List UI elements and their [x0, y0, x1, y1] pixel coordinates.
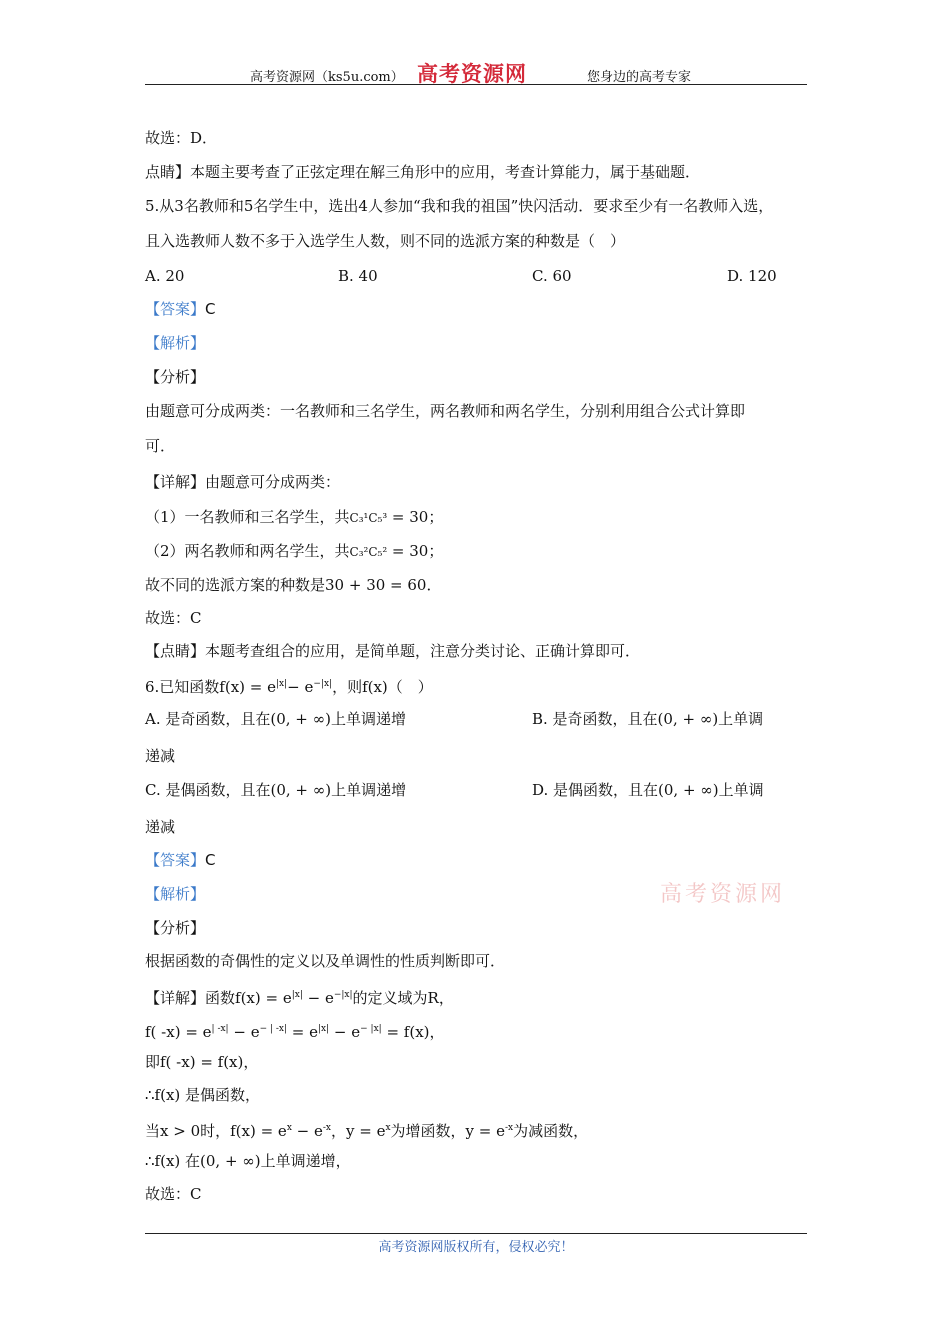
q6-when-sup4: -x: [505, 1123, 514, 1133]
q5-stem-line1: 5.从3名教师和5名学生中，选出4人参加“我和我的祖国”快闪活动．要求至少有一名教师入选，: [145, 197, 774, 215]
q6-detail-a: 函数f(x) = e: [205, 989, 292, 1007]
q5-detail-tag: 【详解】: [145, 473, 206, 491]
q6-when: [145, 1118, 588, 1141]
q6-option-a: A. 是奇函数，且在(0, + ∞)上单调递增: [145, 710, 406, 728]
q6-option-d-cont: 递减: [145, 818, 176, 836]
q6-fenxi-text: 根据函数的奇偶性的定义以及单调性的性质判断即可．: [145, 952, 506, 970]
prev-comment-line: 点睛】本题主要考查了正弦定理在解三角形中的应用，考查计算能力，属于基础题．: [145, 163, 701, 181]
q6-eq-a: f( -x) = e: [145, 1023, 212, 1041]
q6-when-b: − e: [291, 1122, 323, 1140]
q5-fenxi-text1: 由题意可分成两类：一名教师和三名学生，两名教师和两名学生，分别利用组合公式计算即: [145, 402, 746, 420]
q6-stem-sup2: −|x|: [313, 679, 333, 689]
q6-detail-c: 的定义域为R，: [352, 989, 454, 1007]
prev-answer-line: 故选：D．: [145, 129, 218, 147]
q6-option-d: D. 是偶函数，且在(0, + ∞)上单调: [532, 781, 764, 799]
page-header: [145, 58, 807, 85]
q5-stem-line2: 且入选教师人数不多于入选学生人数，则不同的选派方案的种数是（ ）: [145, 232, 626, 250]
q5-case1-text: （1）一名教师和三名学生，共: [145, 508, 350, 526]
q5-case1: [145, 507, 443, 528]
q6-eq-sup3: |x|: [318, 1024, 330, 1034]
q5-answer-value: C: [205, 300, 216, 318]
q5-answer: [145, 299, 216, 319]
q6-option-b: B. 是奇函数，且在(0, + ∞)上单调: [532, 710, 764, 728]
q6-when-d: 为增函数，y = e: [390, 1122, 506, 1140]
q6-eq-e: = f(x)，: [381, 1023, 445, 1041]
q5-comment: [145, 641, 640, 661]
q5-answer-tag: 【答案】: [145, 300, 206, 318]
q5-case2: [145, 541, 443, 562]
q6-stem: [145, 674, 433, 697]
q6-stem-b: − e: [287, 678, 314, 696]
q5-case2-text: （2）两名教师和两名学生，共: [145, 542, 350, 560]
q6-ji: 即f( -x) = f(x)，: [145, 1053, 259, 1071]
header-slogan: 您身边的高考专家: [587, 70, 692, 85]
q5-detail-text: 由题意可分成两类：: [205, 473, 341, 491]
q5-total: 故不同的选派方案的种数是30 + 30 = 60．: [145, 576, 442, 594]
q5-option-d: D. 120: [727, 267, 777, 285]
q6-eq-d: − e: [329, 1023, 361, 1041]
q5-fenxi-tag: 【分析】: [145, 368, 206, 386]
q6-when-c: ，y = e: [331, 1122, 386, 1140]
header-site-name: 高考资源网（ks5u.com）: [250, 70, 404, 85]
page-footer: [145, 1233, 807, 1255]
q6-fenxi-tag: 【分析】: [145, 919, 206, 937]
q5-case1-expr: C₃¹C₅³: [349, 511, 388, 525]
q6-when-sup1: x: [286, 1123, 292, 1133]
q6-eq-sup1: | -x|: [211, 1024, 229, 1034]
q6-stem-a: 6.已知函数f(x) = e: [145, 678, 277, 696]
q5-fenxi-text2: 可．: [145, 437, 176, 455]
q5-case2-expr: C₃²C₅²: [349, 545, 388, 559]
q6-equation: [145, 1019, 445, 1042]
q6-detail-b: − e: [302, 989, 334, 1007]
q6-choose: 故选：C: [145, 1185, 202, 1203]
q6-eq-b: − e: [228, 1023, 260, 1041]
q5-comment-text: 本题考查组合的应用，是简单题，注意分类讨论、正确计算即可．: [205, 642, 641, 660]
q5-option-b: B. 40: [338, 267, 378, 285]
q6-option-b-cont: 递减: [145, 747, 176, 765]
q6-analysis-tag: 【解析】: [145, 885, 206, 903]
header-logo: 高考资源网: [417, 62, 527, 86]
q6-eq-c: = e: [287, 1023, 319, 1041]
q6-detail-sup2: −|x|: [333, 990, 353, 1000]
q5-case1-result: = 30；: [387, 508, 444, 526]
q6-detail-sup1: |x|: [291, 990, 303, 1000]
q5-comment-tag: 【点睛】: [145, 642, 206, 660]
watermark: 高考资源网: [660, 882, 786, 907]
q6-answer-value: C: [205, 851, 216, 869]
q5-case2-result: = 30；: [387, 542, 444, 560]
q6-detail: [145, 985, 454, 1008]
q6-stem-sup1: |x|: [276, 679, 288, 689]
q6-when-sup2: -x: [322, 1123, 331, 1133]
q5-option-c: C. 60: [532, 267, 572, 285]
q6-eq-sup4: − |x|: [360, 1024, 382, 1034]
q6-answer: [145, 850, 216, 870]
q6-answer-tag: 【答案】: [145, 851, 206, 869]
q6-even: ∴f(x) 是偶函数，: [145, 1086, 261, 1104]
q6-when-a: 当x > 0时，f(x) = e: [145, 1122, 287, 1140]
q6-mono: ∴f(x) 在(0, + ∞)上单调递增，: [145, 1152, 351, 1170]
q6-stem-c: ，则f(x)（ ）: [332, 678, 433, 696]
q6-when-sup3: x: [385, 1123, 391, 1133]
q5-analysis-tag: 【解析】: [145, 334, 206, 352]
q6-when-e: 为减函数，: [513, 1122, 589, 1140]
q6-option-c: C. 是偶函数，且在(0, + ∞)上单调递增: [145, 781, 407, 799]
q6-eq-sup2: − | -x|: [259, 1024, 288, 1034]
q6-detail-tag: 【详解】: [145, 989, 206, 1007]
q5-choose: 故选：C: [145, 609, 202, 627]
q5-option-a: A. 20: [145, 267, 185, 285]
footer-copyright: 高考资源网版权所有，侵权必究！: [378, 1240, 574, 1255]
q5-detail: [145, 472, 340, 492]
